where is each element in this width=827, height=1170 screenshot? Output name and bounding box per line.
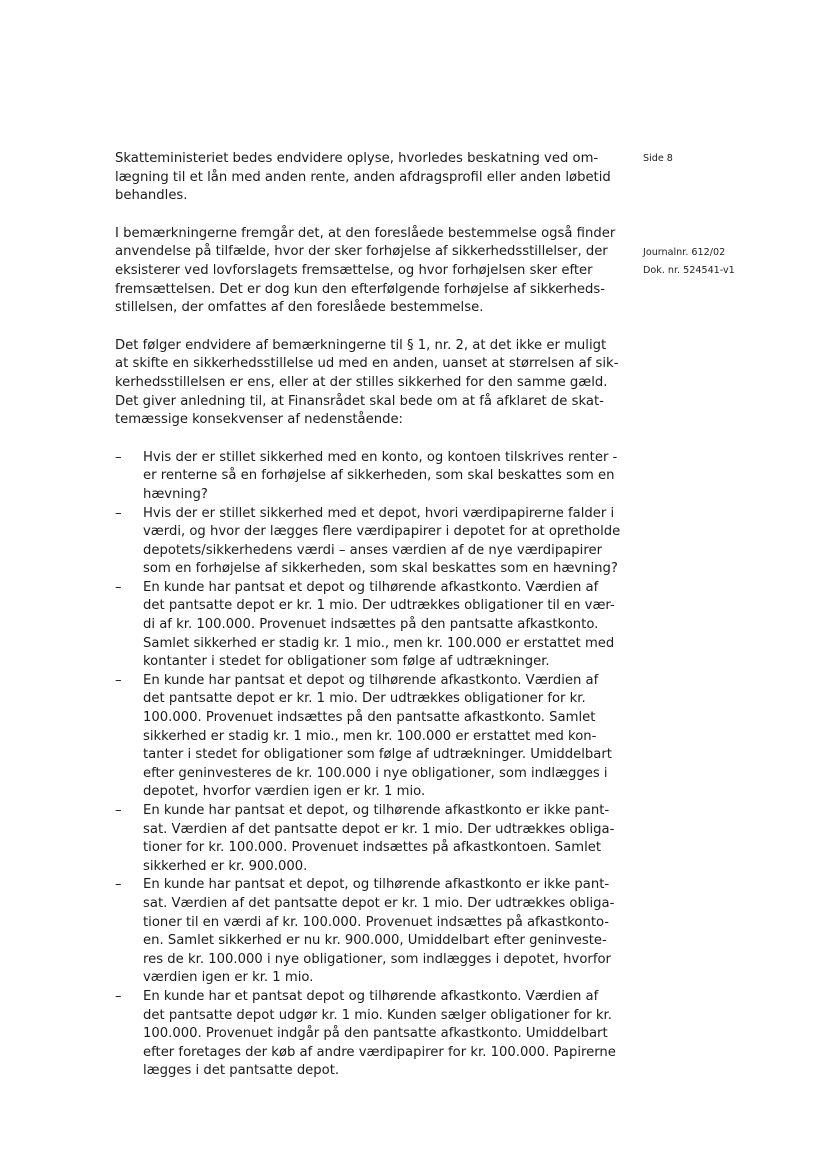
bullet-dash: – [115, 505, 122, 521]
text-line: lægges i det pantsatte depot. [143, 1063, 340, 1079]
text-line: tioner for kr. 100.000. Provenuet indsættes på afkastkontoen. Samlet [143, 840, 602, 856]
text-line: er renterne så en forhøjelse af sikkerheden, som skal beskattes som en [143, 468, 615, 484]
text-line: 100.000. Provenuet indgår på den pantsatte afkastkonto. Umiddelbart [143, 1026, 608, 1042]
text-line: Hvis der er stillet sikkerhed med en konto, og kontoen tilskrives renter - [143, 449, 618, 465]
text-line: res de kr. 100.000 i nye obligationer, som indlægges i depotet, hvorfor [143, 951, 611, 967]
paragraph-2 [115, 225, 616, 318]
text-line: sat. Værdien af det pantsatte depot er kr. 1 mio. Der udtrækkes obliga- [143, 821, 615, 837]
text-line: eksisterer ved lovforslagets fremsættelse, og hvor forhøjelsen sker efter [115, 262, 593, 278]
list-item [115, 449, 618, 505]
text-line: En kunde har pantsat et depot, og tilhørende afkastkonto er ikke pant- [143, 877, 610, 893]
text-line: di af kr. 100.000. Provenuet indsættes på den pantsatte afkastkonto. [143, 617, 599, 633]
text-line: det pantsatte depot er kr. 1 mio. Der udtrækkes obligationer for kr. [143, 691, 586, 707]
text-line: tanter i stedet for obligationer som følge af udtrækninger. Umiddelbart [143, 747, 612, 763]
text-line: I bemærkningerne fremgår det, at den foreslåede bestemmelse også finder [115, 225, 616, 241]
bullet-dash: – [115, 449, 122, 465]
text-line: depotets/sikkerhedens værdi – anses værdien af de nye værdipapirer [143, 542, 602, 558]
text-line: sat. Værdien af det pantsatte depot er kr. 1 mio. Der udtrækkes obliga- [143, 895, 615, 911]
text-line: sikkerhed er kr. 900.000. [143, 858, 308, 874]
text-line: tioner til en værdi af kr. 100.000. Provenuet indsættes på afkastkonto- [143, 914, 610, 930]
document-number: Dok. nr. 524541-v1 [643, 265, 735, 276]
bullet-dash: – [115, 877, 122, 893]
text-line: det pantsatte depot er kr. 1 mio. Der udtrækkes obligationer til en vær- [143, 598, 615, 614]
text-line: Hvis der er stillet sikkerhed med et depot, hvori værdipapirerne falder i [143, 505, 615, 521]
text-line: det pantsatte depot udgør kr. 1 mio. Kunden sælger obligationer for kr. [143, 1007, 612, 1023]
bullet-dash: – [115, 672, 122, 688]
text-line: behandles. [115, 188, 188, 204]
text-line: at skifte en sikkerhedsstillelse ud med en anden, uanset at størrelsen af sik- [115, 356, 619, 372]
bullet-dash: – [115, 988, 122, 1004]
text-line: stillelsen, der omfattes af den foreslåede bestemmelse. [115, 300, 484, 316]
text-line: lægning til et lån med anden rente, anden afdragsprofil eller anden løbetid [115, 169, 611, 185]
text-line: depotet, hvorfor værdien igen er kr. 1 mio. [143, 784, 426, 800]
text-line: efter foretages der køb af andre værdipapirer for kr. 100.000. Papirerne [143, 1044, 616, 1060]
text-line: En kunde har pantsat et depot, og tilhørende afkastkonto er ikke pant- [143, 803, 610, 818]
text-line: kontanter i stedet for obligationer som følge af udtrækninger. [143, 654, 550, 670]
text-line: Skatteministeriet bedes endvidere oplyse, hvorledes beskatning ved om- [115, 151, 599, 166]
list-item [115, 802, 615, 876]
text-line: sikkerhed er stadig kr. 1 mio., men kr. 100.000 er erstattet med kon- [143, 728, 597, 744]
body-text [115, 150, 621, 1081]
bullet-dash: – [115, 579, 122, 595]
list-item [115, 672, 612, 802]
text-line: hævning? [143, 486, 208, 502]
text-line: som en forhøjelse af sikkerheden, som skal beskattes som en hævning? [143, 561, 618, 577]
text-line: Det giver anledning til, at Finansrådet skal bede om at få afklaret de skat- [115, 393, 604, 409]
page-label: Side 8 [643, 153, 673, 164]
paragraph-1 [115, 150, 611, 206]
list-item [115, 988, 616, 1081]
bullet-dash: – [115, 803, 122, 818]
text-line: en. Samlet sikkerhed er nu kr. 900.000, Umiddelbart efter geninveste- [143, 933, 607, 949]
text-line: fremsættelsen. Det er dog kun den efterfølgende forhøjelse af sikkerheds- [115, 281, 606, 297]
text-line: 100.000. Provenuet indsættes på den pantsatte afkastkonto. Samlet [143, 710, 596, 726]
text-line: En kunde har pantsat et depot og tilhørende afkastkonto. Værdien af [143, 672, 599, 688]
text-line: anvendelse på tilfælde, hvor der sker forhøjelse af sikkerhedsstillelser, der [115, 244, 608, 260]
list-item [115, 876, 615, 988]
paragraph-3 [115, 337, 619, 430]
journal-number: Journalnr. 612/02 [643, 247, 726, 258]
text-line: kerhedsstillelsen er ens, eller at der stilles sikkerhed for den samme gæld. [115, 374, 608, 390]
text-line: Det følger endvidere af bemærkningerne til § 1, nr. 2, at det ikke er muligt [115, 337, 607, 353]
text-line: efter geninvesteres de kr. 100.000 i nye obligationer, som indlægges i [143, 765, 608, 781]
text-line: Samlet sikkerhed er stadig kr. 1 mio., men kr. 100.000 er erstattet med [143, 635, 615, 651]
text-line: værdien igen er kr. 1 mio. [143, 970, 314, 986]
list-item [115, 505, 621, 579]
text-line: værdi, og hvor der lægges flere værdipapirer i depotet for at opretholde [143, 524, 621, 540]
bullet-list [115, 449, 621, 1081]
text-line: En kunde har pantsat et depot og tilhørende afkastkonto. Værdien af [143, 579, 599, 595]
text-line: temæssige konsekvenser af nedenstående: [115, 412, 403, 428]
page-number [643, 150, 673, 168]
list-item [115, 579, 615, 672]
document-reference [643, 244, 735, 280]
text-line: En kunde har et pantsat depot og tilhørende afkastkonto. Værdien af [143, 988, 599, 1004]
